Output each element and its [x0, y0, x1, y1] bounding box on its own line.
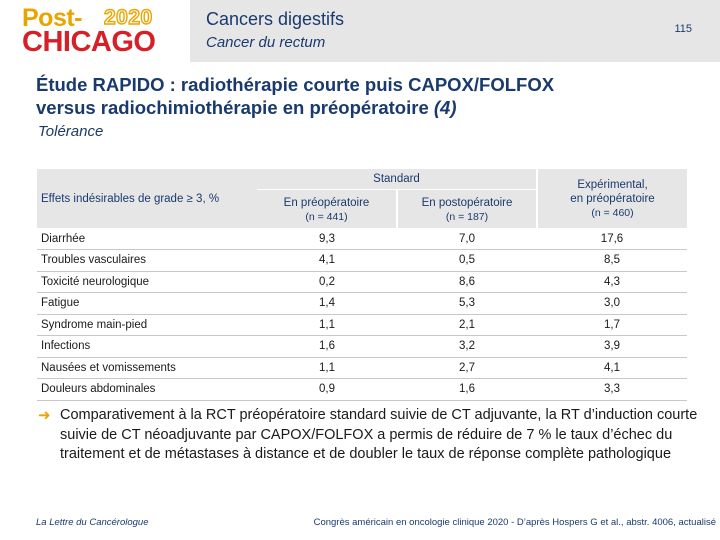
cell-experimental: 3,3 — [537, 379, 687, 401]
footer-journal: La Lettre du Cancérologue — [36, 517, 149, 528]
cell-preoperative: 1,4 — [257, 293, 397, 315]
post-label: En postopératoire — [421, 197, 513, 210]
table-body — [37, 228, 687, 400]
table-row — [37, 271, 687, 293]
page-number: 115 — [674, 23, 692, 35]
cell-experimental: 4,1 — [537, 357, 687, 379]
cell-experimental: 4,3 — [537, 271, 687, 293]
cell-experimental: 17,6 — [537, 228, 687, 250]
cell-postoperative: 8,6 — [397, 271, 537, 293]
cell-preoperative: 4,1 — [257, 250, 397, 272]
cell-preoperative: 9,3 — [257, 228, 397, 250]
table-header-standard: Standard — [257, 169, 537, 189]
table-row — [37, 293, 687, 315]
cell-postoperative: 3,2 — [397, 336, 537, 358]
cell-experimental: 1,7 — [537, 314, 687, 336]
row-label: Douleurs abdominales — [37, 379, 257, 401]
adverse-events-table — [37, 169, 687, 401]
cell-preoperative: 1,1 — [257, 357, 397, 379]
cell-postoperative: 1,6 — [397, 379, 537, 401]
slide-header — [0, 0, 720, 62]
arrow-right-icon: ➜ — [38, 407, 51, 424]
post-n: (n = 187) — [445, 211, 489, 224]
section-label: Tolérance — [38, 123, 104, 140]
cell-preoperative: 0,2 — [257, 271, 397, 293]
table-row — [37, 357, 687, 379]
row-label: Fatigue — [37, 293, 257, 315]
pre-label: En préopératoire — [283, 197, 370, 210]
conclusion-block — [38, 406, 698, 465]
slide-title-line2 — [36, 96, 696, 119]
pre-n: (n = 441) — [305, 211, 348, 224]
table-row — [37, 314, 687, 336]
header-panel — [190, 0, 720, 62]
table-header-postoperative — [397, 189, 537, 228]
footer-source: Congrès américain en oncologie clinique 2020 - D’après Hospers G et al., abstr. 4006, actualisé — [313, 517, 716, 528]
table-header-experimental — [537, 169, 687, 228]
cell-postoperative: 2,7 — [397, 357, 537, 379]
table-row — [37, 250, 687, 272]
table-header-preoperative — [257, 189, 397, 228]
table-row — [37, 379, 687, 401]
exp-label1: Expérimental, — [577, 178, 648, 191]
cell-postoperative: 0,5 — [397, 250, 537, 272]
logo-text-year: 2020 — [104, 6, 153, 29]
logo-text-post: Post- — [22, 4, 82, 32]
cell-postoperative: 7,0 — [397, 228, 537, 250]
cell-postoperative: 5,3 — [397, 293, 537, 315]
row-label: Nausées et vomissements — [37, 357, 257, 379]
exp-n: (n = 460) — [591, 206, 634, 219]
table-row — [37, 336, 687, 358]
conclusion-text: Comparativement à la RCT préopératoire standard suivie de CT adjuvante, la RT d’induction courte suivie de CT néoadjuvante par CAPOX/FOLFOX a permis de réduire de 7 % le taux d’échec du traitement et de métastases à distance et de doubler le taux de réponse complète pathologique — [60, 407, 698, 462]
cell-preoperative: 0,9 — [257, 379, 397, 401]
cell-experimental: 3,0 — [537, 293, 687, 315]
logo-text-chicago: CHICAGO — [22, 26, 156, 58]
cell-preoperative: 1,6 — [257, 336, 397, 358]
post-chicago-logo — [22, 4, 162, 60]
header-subtitle: Cancer du rectum — [206, 34, 326, 51]
cell-experimental: 8,5 — [537, 250, 687, 272]
row-label: Syndrome main-pied — [37, 314, 257, 336]
exp-label2: en préopératoire — [570, 192, 655, 205]
header-title: Cancers digestifs — [206, 9, 345, 29]
slide-title-line1: Étude RAPIDO : radiothérapie courte puis CAPOX/FOLFOX — [36, 74, 555, 95]
slide-title — [36, 73, 696, 119]
row-label: Toxicité neurologique — [37, 271, 257, 293]
table-row — [37, 228, 687, 250]
table-corner-header: Effets indésirables de grade ≥ 3, % — [37, 169, 257, 228]
row-label: Troubles vasculaires — [37, 250, 257, 272]
slide-title-reference: (4) — [433, 97, 457, 118]
cell-preoperative: 1,1 — [257, 314, 397, 336]
cell-postoperative: 2,1 — [397, 314, 537, 336]
cell-experimental: 3,9 — [537, 336, 687, 358]
slide-title-line2-text: versus radiochimiothérapie en préopératoire — [36, 97, 434, 118]
row-label: Infections — [37, 336, 257, 358]
row-label: Diarrhée — [37, 228, 257, 250]
